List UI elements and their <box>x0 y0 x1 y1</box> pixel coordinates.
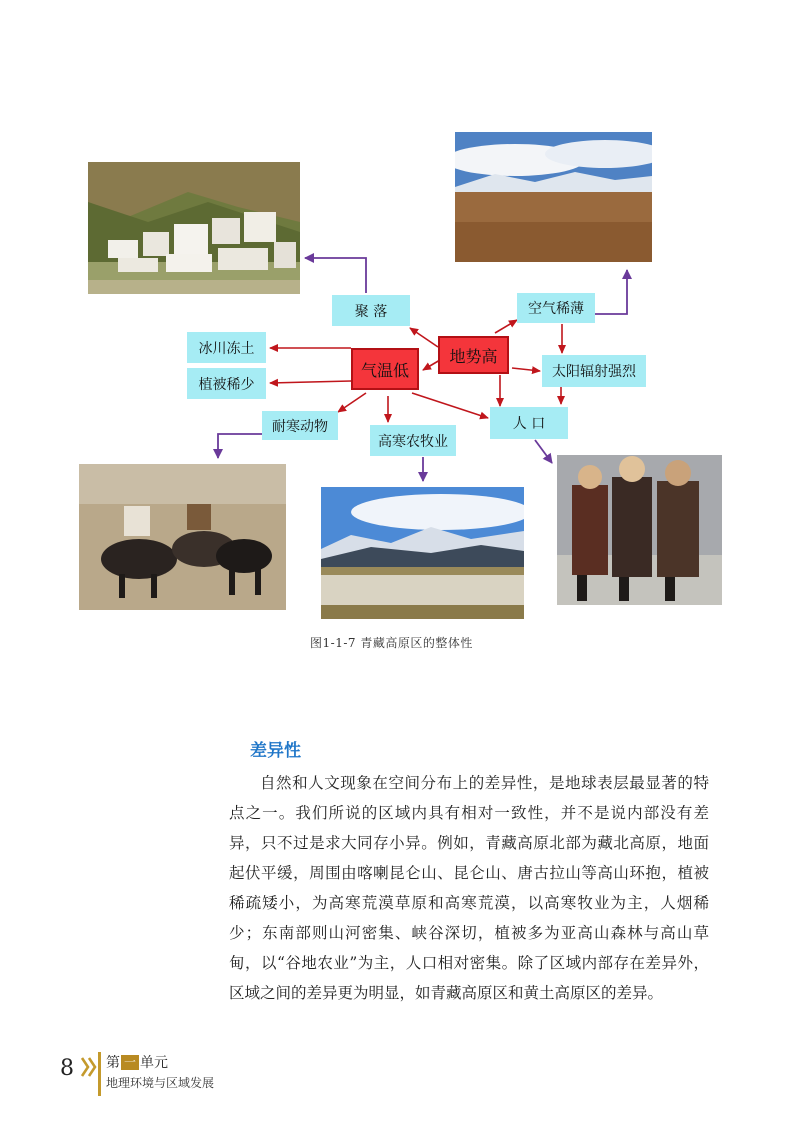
node-thin-air: 空气稀薄 <box>517 293 595 323</box>
unit-prefix: 第 <box>106 1055 120 1071</box>
unit-suffix: 单元 <box>140 1055 169 1071</box>
unit-title: 地理环境与区域发展 <box>106 1076 215 1090</box>
page-number: 8 <box>60 1056 74 1081</box>
footer-divider <box>98 1052 101 1096</box>
node-population: 人 口 <box>490 407 568 439</box>
node-high-terrain: 地势高 <box>438 336 509 374</box>
section-paragraph: 自然和人文现象在空间分布上的差异性，是地球表层最显著的特点之一。我们所说的区域内具有相对一致性，并不是说内部没有差异，只不过是求大同存小异。例如，青藏高原北部为藏北高原，地面起伏平缓，周围由喀喇昆仑山、昆仑山、唐古拉山等高山环抱，植被稀疏矮小，为高寒荒漠草原和高寒荒漠，以高寒牧业为主，人烟稀少；东南部则山河密集、峡谷深切，植被多为亚高山森林与高山草甸，以“谷地农业”为主，人口相对密集。除了区域内部存在差异外，区域之间的差异更为明显，如青藏高原区和黄土高原区的差异。 <box>229 774 709 1002</box>
node-cold-resistant-animals: 耐寒动物 <box>262 411 338 440</box>
node-glacier-permafrost: 冰川冻土 <box>187 332 266 363</box>
unit-label <box>106 1052 168 1072</box>
figure-caption: 图1-1-7 青藏高原区的整体性 <box>310 636 473 650</box>
double-chevron-icon <box>80 1056 98 1078</box>
section-title: 差异性 <box>250 741 301 761</box>
node-strong-solar-radiation: 太阳辐射强烈 <box>542 355 646 387</box>
node-highland-agriculture: 高寒农牧业 <box>370 425 456 456</box>
node-settlement: 聚 落 <box>332 295 410 326</box>
unit-number-badge: 一 <box>121 1055 139 1070</box>
node-sparse-vegetation: 植被稀少 <box>187 368 266 399</box>
node-low-temperature: 气温低 <box>351 348 419 390</box>
